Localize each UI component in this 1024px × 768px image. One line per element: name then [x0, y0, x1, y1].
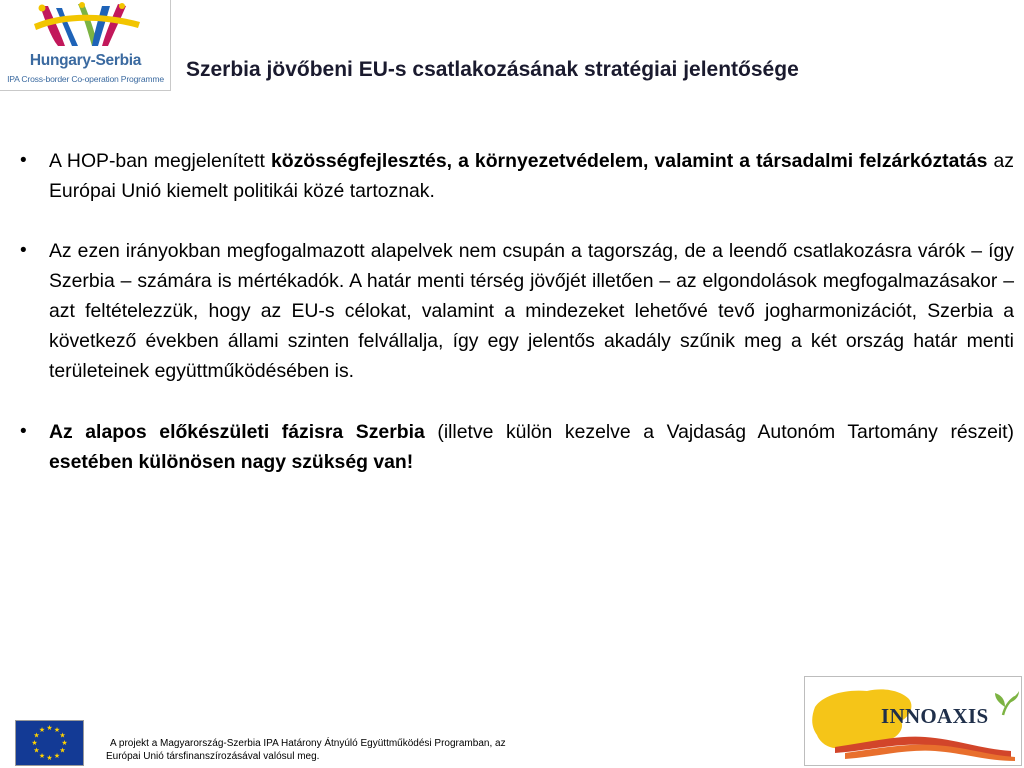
- hungary-serbia-emblem-icon: [32, 2, 142, 52]
- bullet-segment: A HOP-ban megjelenített: [49, 150, 271, 172]
- svg-text:★: ★: [59, 746, 66, 755]
- eu-flag-logo: [15, 720, 84, 766]
- bullet-dot-icon: •: [20, 421, 27, 442]
- bullet-text: [49, 236, 1014, 386]
- bullet-text: [49, 146, 1014, 206]
- svg-text:★: ★: [46, 754, 53, 762]
- logo-programme-name: Hungary-Serbia: [29, 52, 142, 69]
- innoaxis-logo: [804, 676, 1022, 766]
- footer-note-line-1: A projekt a Magyarország-Szerbia IPA Határony Átnyúló Együttműködési Programban, az: [110, 738, 506, 749]
- bullet-segment: Az ezen irányokban megfogalmazott alapelvek nem csupán a tagország, de a leendő csatlakozásra várók – így Szerbia – számára is mértékadók. A határ menti térség jövőjét illetően – az elgondolások megfogalmazásakor – azt feltételezzük, hogy az EU-s célokat, valamint a mindezeket lehetővé tevő jogharmonizációt, Szerbia a következő években állami szinten felvállalja, így egy jelentős akadály szűnik meg a két ország határ menti területeinek együttműködésében is.: [49, 240, 1014, 382]
- svg-text:★: ★: [31, 739, 38, 747]
- eu-stars-icon: [16, 721, 83, 765]
- bullet-item: [18, 236, 1014, 386]
- svg-text:★: ★: [59, 731, 66, 740]
- bullet-text: [49, 417, 1014, 477]
- hungary-serbia-logo: [0, 0, 171, 91]
- logo-programme-subtitle: IPA Cross-border Co-operation Programme: [7, 74, 164, 84]
- bullet-segment: az Európai Unió kiemelt politikái közé tartoznak.: [49, 150, 1014, 202]
- bullet-dot-icon: •: [20, 240, 27, 261]
- svg-text:★: ★: [38, 726, 46, 734]
- svg-text:★: ★: [33, 746, 40, 755]
- bullet-segment-bold: Az alapos előkészületi fázisra Szerbia: [49, 421, 425, 443]
- partner-logo-text: INNOAXIS: [881, 704, 989, 728]
- svg-text:★: ★: [33, 731, 40, 740]
- bullet-segment-bold: közösségfejlesztés, a környezetvédelem, valamint a társadalmi felzárkóztatás: [270, 150, 988, 172]
- svg-text:★: ★: [38, 752, 46, 760]
- bullet-list: [18, 146, 1014, 507]
- svg-text:★: ★: [53, 752, 61, 760]
- bullet-segment-bold: esetében különösen nagy szükség van!: [49, 451, 414, 473]
- bullet-segment: (illetve külön kezelve a Vajdaság Autonóm Tartomány részeit): [424, 421, 1015, 443]
- bullet-dot-icon: •: [20, 150, 27, 171]
- svg-text:★: ★: [46, 724, 53, 732]
- bullet-item: [18, 146, 1014, 206]
- slide-title: Szerbia jövőbeni EU-s csatlakozásának stratégiai jelentősége: [186, 58, 799, 81]
- svg-text:★: ★: [53, 726, 61, 734]
- svg-text:★: ★: [61, 739, 68, 747]
- footer-note: [106, 737, 576, 763]
- bullet-item: [18, 417, 1014, 477]
- footer-note-line-2: Európai Unió társfinanszírozásával valósul meg.: [106, 751, 320, 762]
